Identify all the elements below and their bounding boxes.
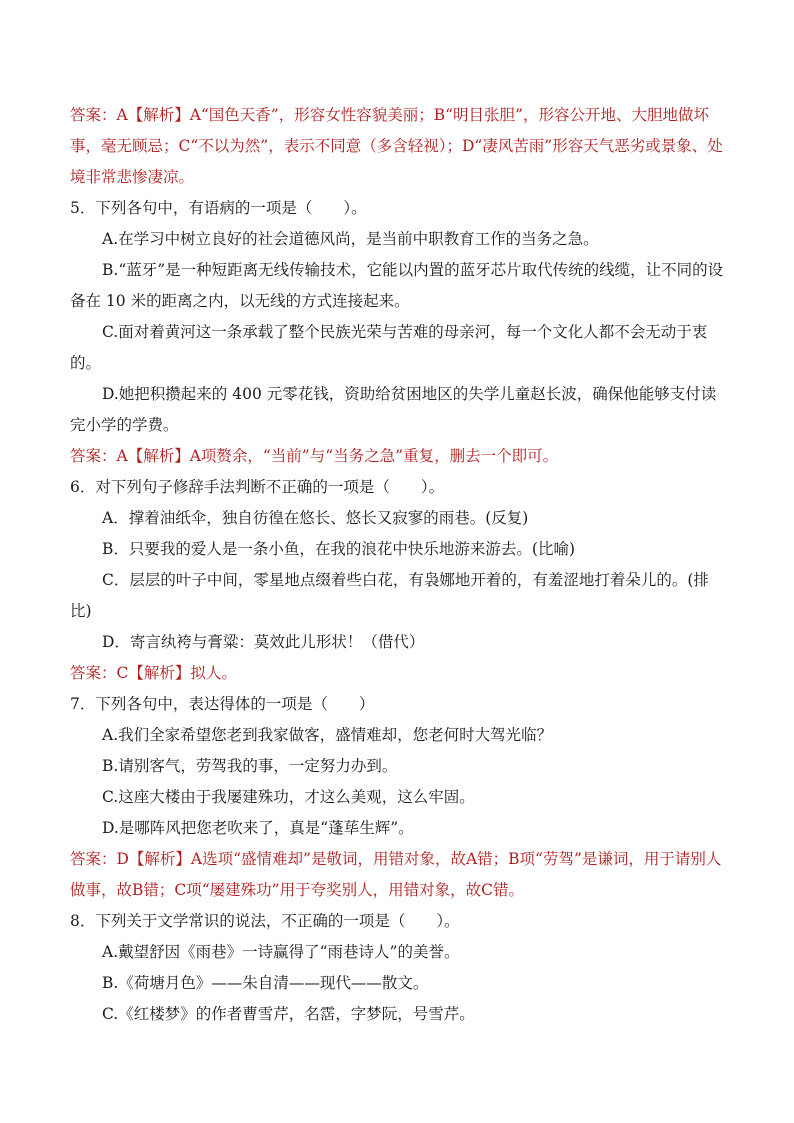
question-5-option-d: D.她把积攒起来的 400 元零花钱，资助给贫困地区的失学儿童赵长波，确保他能够支付读完小学的学费。 xyxy=(70,385,717,434)
question-5: 5．下列各句中，有语病的一项是（ ）。 xyxy=(70,199,367,217)
answer-6: 答案：C【解析】拟人。 xyxy=(70,664,237,682)
answer-7: 答案：D【解析】A选项“盛情难却”是敬词，用错对象，故A错；B项“劳驾”是谦词，用于请别人做事，故B错；C项“屡建殊功”用于夸奖别人，用错对象，故C错。 xyxy=(70,850,722,899)
question-7-option-a: A.我们全家希望您老到我家做客，盛情难却，您老何时大驾光临？ xyxy=(102,726,553,744)
question-6-option-a: A．撑着油纸伞，独自彷徨在悠长、悠长又寂寥的雨巷。(反复) xyxy=(102,509,529,527)
question-7-option-c: C.这座大楼由于我屡建殊功，才这么美观，这么牢固。 xyxy=(102,788,475,806)
question-7-option-b: B.请别客气，劳驾我的事，一定努力办到。 xyxy=(102,757,398,775)
question-8-option-a: A.戴望舒因《雨巷》一诗赢得了“雨巷诗人”的美誉。 xyxy=(102,943,460,961)
question-5-option-a: A.在学习中树立良好的社会道德风尚，是当前中职教育工作的当务之急。 xyxy=(102,230,599,248)
question-6: 6．对下列句子修辞手法判断不正确的一项是（ ）。 xyxy=(70,478,445,496)
question-5-option-c: C.面对着黄河这一条承载了整个民族光荣与苦难的母亲河，每一个文化人都不会无动于衷的。 xyxy=(70,323,708,372)
question-6-option-d: D．寄言纨袴与膏粱：莫效此儿形状！（借代） xyxy=(102,633,425,651)
question-8: 8．下列关于文学常识的说法，不正确的一项是（ ）。 xyxy=(70,912,460,930)
question-8-option-c: C.《红楼梦》的作者曹雪芹，名霑，字梦阮，号雪芹。 xyxy=(102,1005,475,1023)
question-8-option-b: B.《荷塘月色》——朱自清——现代——散文。 xyxy=(102,974,429,992)
question-7: 7．下列各句中，表达得体的一项是（ ） xyxy=(70,695,375,713)
document-body xyxy=(70,100,726,1030)
question-7-option-d: D.是哪阵风把您老吹来了，真是“蓬荜生辉”。 xyxy=(102,819,414,837)
answer-4: 答案：A【解析】A“国色天香”，形容女性容貌美丽；B“明目张胆”，形容公开地、大胆地做坏事，毫无顾忌；C“不以为然”，表示不同意（多含轻视）；D“凄风苦雨”形容天气恶劣或景象、处境非常悲惨凄凉。 xyxy=(70,106,723,186)
question-5-option-b: B.“蓝牙”是一种短距离无线传输技术，它能以内置的蓝牙芯片取代传统的线缆，让不同的设备在 10 米的距离之内，以无线的方式连接起来。 xyxy=(70,261,724,310)
answer-5: 答案：A【解析】A项赘余，“当前”与“当务之急”重复，删去一个即可。 xyxy=(70,447,559,465)
question-6-option-c: C．层层的叶子中间，零星地点缀着些白花，有袅娜地开着的，有羞涩地打着朵儿的。(排比) xyxy=(70,571,709,620)
question-6-option-b: B．只要我的爱人是一条小鱼，在我的浪花中快乐地游来游去。(比喻) xyxy=(102,540,575,558)
